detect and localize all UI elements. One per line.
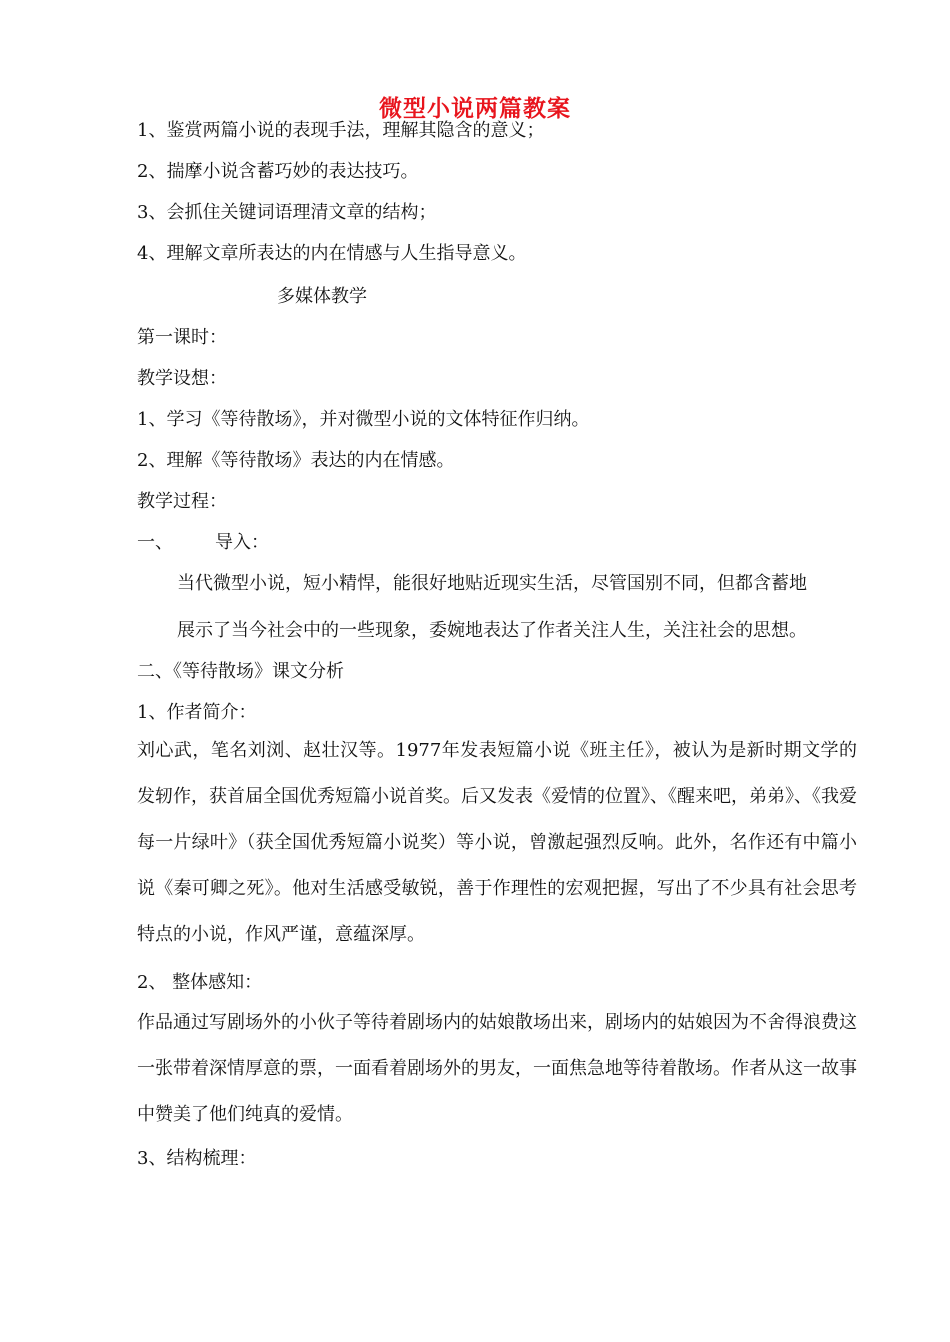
section-1-number: 一、 [137, 532, 173, 553]
section-2-heading: 二、《等待散场》课文分析 [137, 661, 344, 682]
media-note: 多媒体教学 [277, 286, 367, 307]
objective-1: 1、鉴赏两篇小说的表现手法，理解其隐含的意义； [137, 120, 545, 141]
process-heading: 教学过程： [137, 491, 227, 512]
author-heading: 1、作者简介： [137, 702, 257, 723]
objective-4: 4、理解文章所表达的内在情感与人生指导意义。 [137, 243, 527, 264]
intro-line-2: 展示了当今社会中的一些现象，委婉地表达了作者关注人生，关注社会的思想。 [177, 620, 807, 641]
design-item-2: 2、理解《等待散场》表达的内在情感。 [137, 450, 455, 471]
structure-heading: 3、结构梳理： [137, 1148, 257, 1169]
design-item-1: 1、学习《等待散场》，并对微型小说的文体特征作归纳。 [137, 409, 590, 430]
objective-3: 3、会抓住关键词语理清文章的结构； [137, 202, 437, 223]
intro-line-1: 当代微型小说，短小精悍，能很好地贴近现实生活，尽管国别不同，但都含蓄地 [177, 573, 807, 594]
section-1-label: 导入： [215, 532, 269, 553]
overall-heading: 2、 整体感知： [137, 972, 263, 993]
overall-paragraph: 作品通过写剧场外的小伙子等待着剧场内的姑娘散场出来，剧场内的姑娘因为不舍得浪费这一张带着深情厚意的票，一面看着剧场外的男友，一面焦急地等待着散场。作者从这一故事中赞美了他们纯真的爱情。 [137, 1012, 857, 1125]
author-paragraph: 刘心武，笔名刘浏、赵壮汉等。1977年发表短篇小说《班主任》，被认为是新时期文学的发轫作，获首届全国优秀短篇小说首奖。后又发表《爱情的位置》、《醒来吧，弟弟》、《我爱每一片绿叶》（获全国优秀短篇小说奖）等小说，曾激起强烈反响。此外，名作还有中篇小说《秦可卿之死》。他对生活感受敏锐，善于作理性的宏观把握，写出了不少具有社会思考特点的小说，作风严谨，意蕴深厚。 [137, 740, 857, 945]
objective-2: 2、揣摩小说含蓄巧妙的表达技巧。 [137, 161, 419, 182]
document-title: 微型小说两篇教案 [379, 96, 571, 122]
design-heading: 教学设想： [137, 368, 227, 389]
lesson-heading: 第一课时： [137, 327, 227, 348]
